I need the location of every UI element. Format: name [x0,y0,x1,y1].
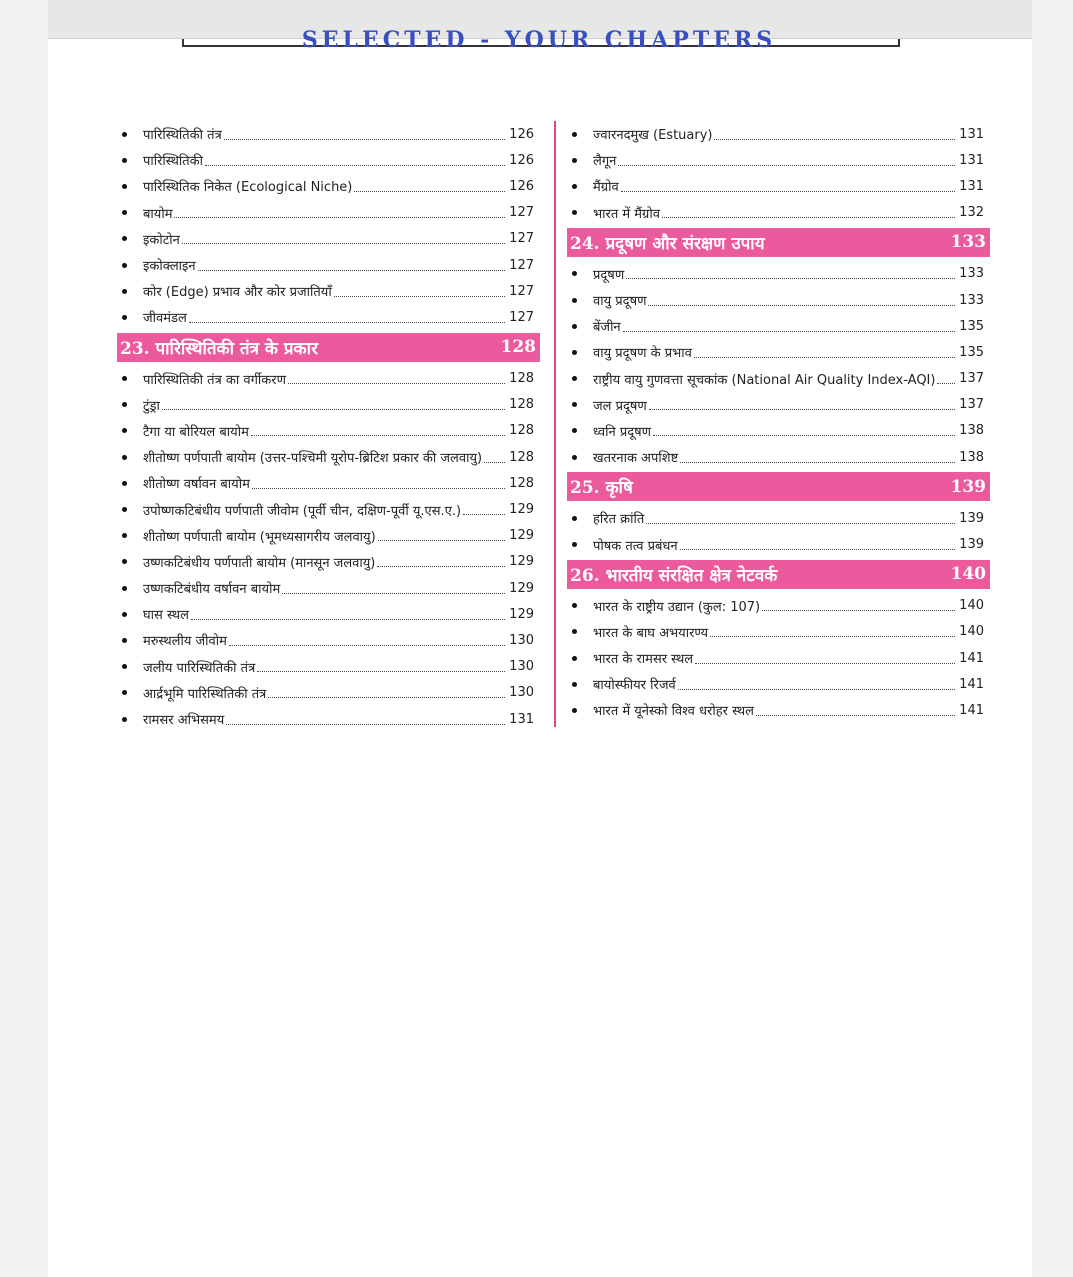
toc-left-column [120,121,540,732]
toc-entry-page: 129 [509,606,534,622]
bullet-icon [572,629,577,634]
toc-entry-page: 138 [959,449,984,465]
toc-entry-title: खतरनाक अपशिष्ट [593,451,679,467]
toc-entry[interactable] [120,278,540,304]
chapter-page-number: 139 [950,476,986,497]
dot-leader [621,191,955,192]
dot-leader [714,139,955,140]
chapter-title: 25. कृषि [570,478,633,499]
toc-entry[interactable] [120,575,540,601]
toc-entry-page: 128 [509,449,534,465]
bullet-icon [122,507,127,512]
toc-entry[interactable] [120,418,540,444]
bullet-icon [572,210,577,215]
toc-entry[interactable] [120,654,540,680]
toc-entry-page: 131 [509,711,534,727]
toc-entry-page: 137 [959,371,984,387]
bullet-icon [122,428,127,433]
column-divider [554,121,556,727]
toc-entry-title: जीवमंडल [143,311,187,327]
bullet-icon [572,184,577,189]
bullet-icon [122,717,127,722]
toc-right-column [570,121,990,724]
dot-leader [463,514,505,515]
toc-entry[interactable] [120,173,540,199]
dot-leader [334,296,505,297]
toc-entry-page: 130 [509,685,534,701]
bullet-icon [572,428,577,433]
toc-entry-title: बायोम [143,206,173,222]
toc-entry[interactable] [570,366,990,392]
dot-leader [226,724,505,725]
toc-entry[interactable] [570,261,990,287]
dot-leader [680,462,955,463]
toc-entry-title: मरुस्थलीय जीवोम [143,634,227,650]
dot-leader [354,191,505,192]
toc-entry[interactable] [570,671,990,697]
toc-entry-page: 138 [959,423,984,439]
dot-leader [623,331,956,332]
toc-entry-page: 135 [959,344,984,360]
toc-entry-page: 128 [509,397,534,413]
toc-entry-title: ज्वारनदमुख (Estuary) [593,128,713,144]
toc-entry-title: आर्द्रभूमि पारिस्थितिकी तंत्र [143,686,267,702]
bullet-icon [572,708,577,713]
toc-entry-title: लैगून [593,154,617,170]
toc-entry-title: इकोक्लाइन [143,259,196,275]
toc-entry-page: 139 [959,510,984,526]
toc-entry-title: भारत में यूनेस्को विश्व धरोहर स्थल [593,704,754,720]
toc-entry-title: इकोटोन [143,232,180,248]
dot-leader [205,165,505,166]
toc-entry-title: हरित क्रांति [593,512,645,528]
toc-entry-title: भारत के राष्ट्रीय उद्यान (कुल: 107) [593,599,761,615]
toc-entry[interactable] [570,147,990,173]
bullet-icon [572,350,577,355]
toc-entry-page: 140 [959,598,984,614]
bullet-icon [572,656,577,661]
toc-entry-page: 130 [509,632,534,648]
toc-entry[interactable] [120,392,540,418]
toc-entry[interactable] [570,173,990,199]
dot-leader [162,409,505,410]
dot-leader [189,322,505,323]
dot-leader [288,383,505,384]
dot-leader [680,549,956,550]
dot-leader [224,139,505,140]
bullet-icon [122,376,127,381]
toc-entry[interactable] [570,418,990,444]
toc-entry-title: पारिस्थितिकी [143,154,204,170]
bullet-icon [122,315,127,320]
toc-entry-title: भारत के बाघ अभयारण्य [593,625,709,641]
toc-entry-title: मैंग्रोव [593,180,619,196]
toc-entry-title: पोषक तत्व प्रबंधन [593,538,678,554]
dot-leader [762,610,955,611]
toc-entry-title: ध्वनि प्रदूषण [593,424,652,440]
toc-entry-title: वायु प्रदूषण [593,294,647,310]
bullet-icon [122,132,127,137]
toc-entry[interactable] [120,680,540,706]
toc-entry-title: घास स्थल [143,608,189,624]
toc-entry-page: 133 [959,292,984,308]
dot-leader [618,165,955,166]
chapter-heading[interactable] [567,472,990,501]
bullet-icon [122,158,127,163]
toc-entry-title: राष्ट्रीय वायु गुणवत्ता सूचकांक (National Air Quality Index-AQI) [593,372,936,388]
toc-entry[interactable] [120,523,540,549]
toc-entry[interactable] [120,200,540,226]
bullet-icon [572,542,577,547]
chapter-page-number: 128 [500,337,536,357]
toc-entry-title: शीतोष्ण वर्षावन बायोम [143,477,250,493]
chapter-page-number: 133 [950,232,986,253]
toc-entry-title: कोर (Edge) प्रभाव और कोर प्रजातियाँ [143,285,332,301]
bullet-icon [122,263,127,268]
toc-entry-page: 126 [509,152,534,168]
toc-entry-page: 135 [959,318,984,334]
dot-leader [694,357,955,358]
dot-leader [174,217,505,218]
toc-entry[interactable] [570,313,990,339]
dot-leader [229,645,505,646]
bullet-icon [122,236,127,241]
bullet-icon [572,298,577,303]
toc-entry-title: वायु प्रदूषण के प्रभाव [593,346,692,362]
bullet-icon [122,586,127,591]
chapter-title: 26. भारतीय संरक्षित क्षेत्र नेटवर्क [570,565,778,586]
toc-entry-page: 129 [509,580,534,596]
dot-leader [678,689,955,690]
bullet-icon [122,289,127,294]
dot-leader [268,697,505,698]
chapter-heading[interactable] [567,228,990,257]
toc-entry[interactable] [120,121,540,147]
dot-leader [182,243,505,244]
toc-entry[interactable] [120,304,540,330]
toc-entry-title: जलीय पारिस्थितिकी तंत्र [143,660,256,676]
dot-leader [191,619,505,620]
toc-entry-page: 133 [959,266,984,282]
document-page [48,27,1032,1277]
dot-leader [710,636,955,637]
bullet-icon [122,533,127,538]
dot-leader [648,305,955,306]
dot-leader [649,409,955,410]
toc-entry-title: टैगा या बोरियल बायोम [143,424,249,440]
bullet-icon [122,638,127,643]
toc-entry-page: 128 [509,423,534,439]
toc-entry-page: 127 [509,257,534,273]
dot-leader [662,217,955,218]
toc-entry[interactable] [120,147,540,173]
toc-entry-title: उष्णकटिबंधीय पर्णपाती बायोम (मानसून जलवायु) [143,555,376,571]
toc-entry-page: 126 [509,126,534,142]
toc-entry-page: 129 [509,528,534,544]
toc-entry[interactable] [570,593,990,619]
bullet-icon [122,664,127,669]
toc-entry-page: 131 [959,152,984,168]
toc-entry[interactable] [570,339,990,365]
toc-entry-title: शीतोष्ण पर्णपाती बायोम (उत्तर-पश्चिमी यूरोप-ब्रिटिश प्रकार की जलवायु) [143,451,483,467]
toc-entry-page: 127 [509,231,534,247]
toc-entry-title: पारिस्थितिकी तंत्र का वर्गीकरण [143,372,286,388]
toc-entry[interactable] [570,200,990,226]
toc-entry-page: 132 [959,205,984,221]
toc-entry-page: 129 [509,502,534,518]
toc-entry-title: उष्णकटिबंधीय वर्षावन बायोम [143,582,281,598]
dot-leader [695,663,955,664]
bullet-icon [122,481,127,486]
toc-entry-page: 141 [959,650,984,666]
toc-entry[interactable] [570,505,990,531]
bullet-icon [572,271,577,276]
toc-entry-title: भारत के रामसर स्थल [593,652,694,668]
toc-entry-title: रामसर अभिसमय [143,713,225,729]
toc-entry[interactable] [120,444,540,470]
bullet-icon [122,690,127,695]
toc-entry-page: 129 [509,554,534,570]
toc-entry-page: 131 [959,178,984,194]
dot-leader [257,671,505,672]
bullet-icon [122,210,127,215]
bullet-icon [122,402,127,407]
toc-entry-title: जल प्रदूषण [593,398,647,414]
dot-leader [646,523,955,524]
dot-leader [378,540,506,541]
dot-leader [756,715,955,716]
dot-leader [377,566,505,567]
bullet-icon [122,559,127,564]
bullet-icon [572,603,577,608]
chapter-heading[interactable] [567,560,990,589]
toc-entry-page: 131 [959,126,984,142]
bullet-icon [572,158,577,163]
toc-entry-title: शीतोष्ण पर्णपाती बायोम (भूमध्यसागरीय जलवायु) [143,529,376,545]
toc-entry[interactable] [570,392,990,418]
dot-leader [282,593,505,594]
toc-entry-title: पारिस्थितिकी तंत्र [143,128,222,144]
bullet-icon [572,402,577,407]
bullet-icon [122,612,127,617]
dot-leader [937,383,955,384]
toc-entry[interactable] [120,226,540,252]
toc-entry-title: भारत में मैंग्रोव [593,206,660,222]
chapter-heading[interactable] [117,333,540,362]
bullet-icon [572,376,577,381]
toc-entry-page: 130 [509,659,534,675]
toc-entry[interactable] [120,496,540,522]
toc-entry-title: टुंड्रा [143,398,160,414]
chapter-page-number: 140 [950,564,986,585]
toc-entry-title: बायोस्फीयर रिजर्व [593,678,676,694]
toc-entry-page: 128 [509,371,534,387]
toc-entry-page: 140 [959,624,984,640]
toc-entry[interactable] [570,619,990,645]
page-header-box [182,27,900,53]
dot-leader [484,462,505,463]
bullet-icon [122,455,127,460]
toc-entry[interactable] [570,697,990,723]
dot-leader [198,270,506,271]
toc-entry[interactable] [120,366,540,392]
toc-entry-page: 127 [509,283,534,299]
toc-entry-page: 128 [509,475,534,491]
toc-entry[interactable] [120,706,540,732]
toc-entry[interactable] [570,444,990,470]
bullet-icon [572,324,577,329]
toc-entry-page: 141 [959,702,984,718]
chapter-title: 24. प्रदूषण और संरक्षण उपाय [570,233,765,254]
toc-entry-page: 141 [959,676,984,692]
toc-entry-page: 126 [509,178,534,194]
toc-entry[interactable] [120,470,540,496]
toc-entry[interactable] [570,121,990,147]
toc-entry-title: बेंजीन [593,320,621,336]
dot-leader [252,488,505,489]
toc-entry-page: 139 [959,537,984,553]
toc-entry[interactable] [120,627,540,653]
dot-leader [653,435,955,436]
chapter-title: 23. पारिस्थितिकी तंत्र के प्रकार [120,338,318,359]
toc-entry-title: प्रदूषण [593,267,625,283]
toc-entry-title: पारिस्थितिक निकेत (Ecological Niche) [143,180,353,196]
toc-entry[interactable] [570,531,990,557]
bullet-icon [572,682,577,687]
dot-leader [626,278,955,279]
toc-entry-page: 137 [959,397,984,413]
bullet-icon [122,184,127,189]
page-header-title: SELECTED - YOUR CHAPTERS [301,27,777,53]
toc-entry[interactable] [120,252,540,278]
toc-entry[interactable] [120,601,540,627]
toc-entry[interactable] [120,549,540,575]
toc-entry[interactable] [570,645,990,671]
toc-entry[interactable] [570,287,990,313]
bullet-icon [572,455,577,460]
toc-entry-page: 127 [509,309,534,325]
dot-leader [251,435,505,436]
bullet-icon [572,132,577,137]
bullet-icon [572,516,577,521]
toc-entry-page: 127 [509,205,534,221]
toc-entry-title: उपोष्णकटिबंधीय पर्णपाती जीवोम (पूर्वी चीन, दक्षिण-पूर्वी यू.एस.ए.) [143,503,462,519]
